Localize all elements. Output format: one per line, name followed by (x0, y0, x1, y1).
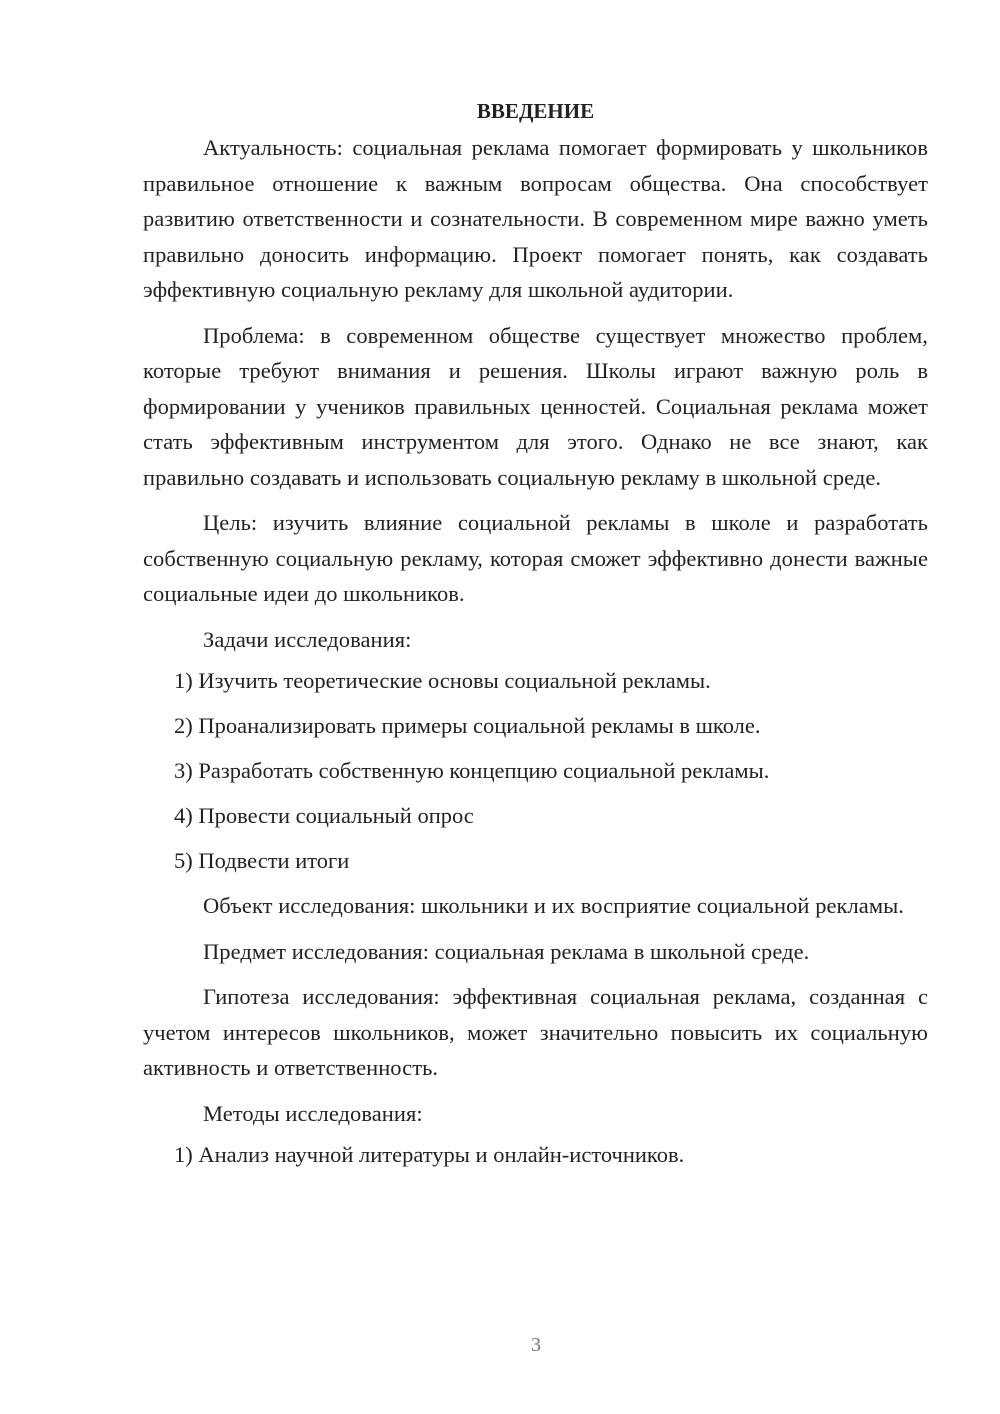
page-title: ВВЕДЕНИЕ (476, 99, 595, 123)
paragraph-goal: Цель: изучить влияние социальной рекламы в школе и разработать собственную социальную рекламу, которая сможет эффективно донести важные социальные идеи до школьников. (143, 510, 928, 606)
task-item: 5) Подвести итоги (174, 848, 350, 873)
methods-heading: Методы исследования: (203, 1100, 423, 1126)
paragraph-relevance: Актуальность: социальная реклама помогает формировать у школьников правильное отношение к важным вопросам общества. Она способствует развитию ответственности и сознательности. В современном мире важно уметь правильно доносить информацию. Проект помогает понять, как создавать эффективную социальную рекламу для школьной аудитории. (143, 135, 928, 302)
paragraph-hypothesis: Гипотеза исследования: эффективная социальная реклама, созданная с учетом интересов школьников, может значительно повысить их социальную активность и ответственность. (143, 984, 928, 1080)
method-item: 1) Анализ научной литературы и онлайн-источников. (174, 1142, 685, 1167)
paragraph-object: Объект исследования: школьники и их восприятие социальной рекламы. (203, 893, 904, 918)
task-item: 2) Проанализировать примеры социальной рекламы в школе. (174, 713, 761, 738)
task-item: 3) Разработать собственную концепцию социальной рекламы. (174, 758, 770, 783)
paragraph-problem: Проблема: в современном обществе существует множество проблем, которые требуют внимания и решения. Школы играют важную роль в формировании у учеников правильных ценностей. Социальная реклама может стать эффективным инструментом для этого. Однако не все знают, как правильно создавать и использовать социальную рекламу в школьной среде. (143, 322, 928, 490)
tasks-heading: Задачи исследования: (203, 626, 412, 652)
page-number: 3 (531, 1334, 541, 1356)
task-item: 4) Провести социальный опрос (174, 803, 474, 828)
document-page (143, 96, 928, 1182)
task-item: 1) Изучить теоретические основы социальной рекламы. (174, 668, 711, 693)
paragraph-subject: Предмет исследования: социальная реклама в школьной среде. (203, 938, 810, 964)
